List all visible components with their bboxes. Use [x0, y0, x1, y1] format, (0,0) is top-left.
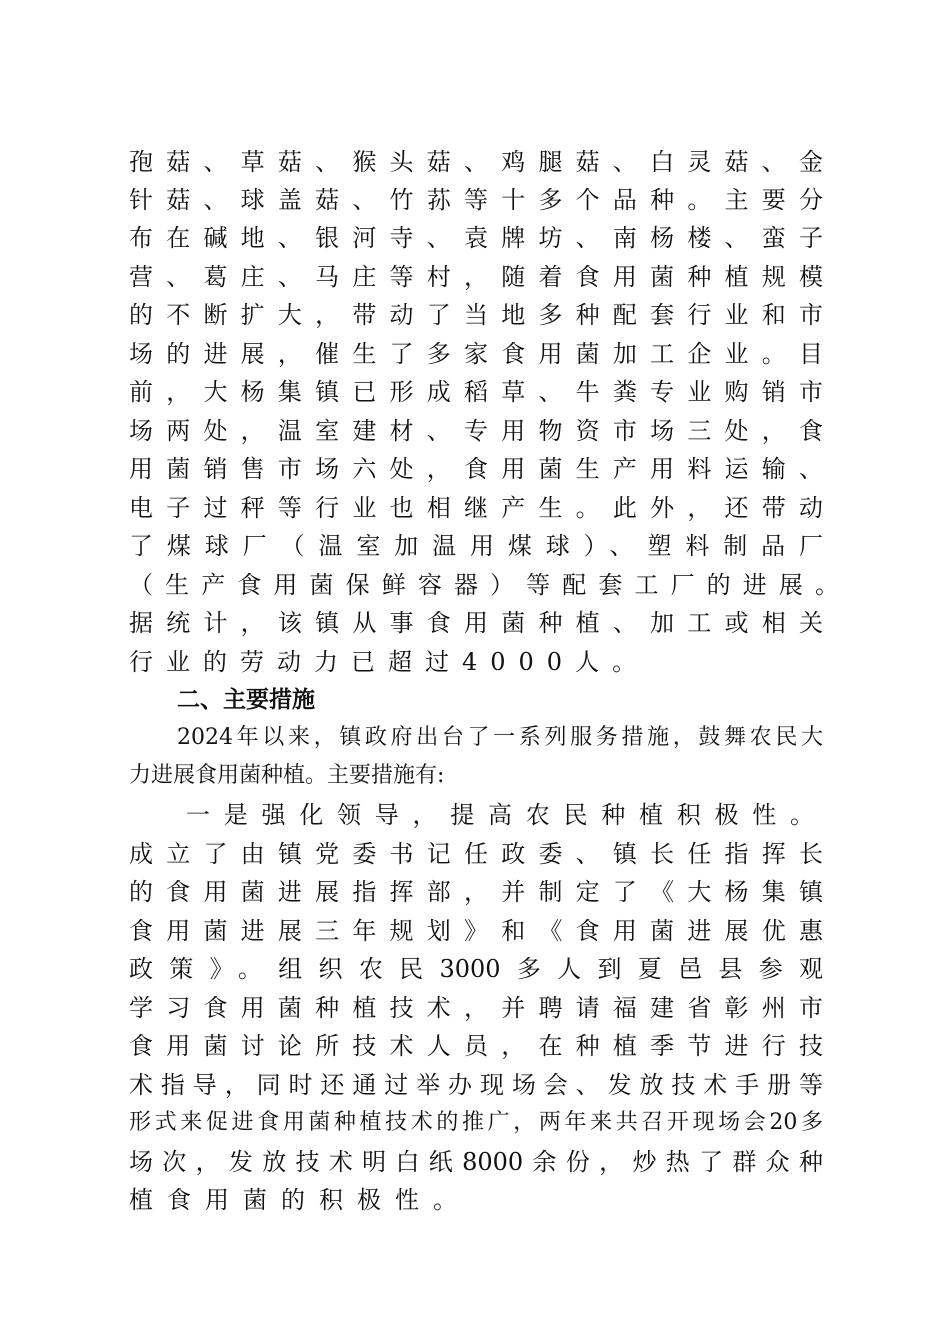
body-text-line: 前，大杨集镇已形成稻草、牛粪专业购销市 [129, 378, 823, 406]
body-text-line: 行业的劳动力已超过4000人。 [129, 648, 650, 676]
body-text-line: 学习食用菌种植技术，并聘请福建省彰州市 [129, 994, 823, 1022]
body-text-line: 据统计，该镇从事食用菌种植、加工或相关 [129, 609, 823, 637]
body-text-line: （生产食用菌保鲜容器）等配套工厂的进展。 [129, 571, 839, 599]
section-heading: 二、主要措施 [177, 687, 315, 713]
body-text-line: 针菇、球盖菇、竹荪等十多个品种。主要分 [129, 186, 823, 214]
body-text-line: 场次，发放技术明白纸8000余份，炒热了群众种 [129, 1148, 823, 1176]
body-text-line: 布在碱地、银河寺、袁牌坊、南杨楼、蛮子 [129, 224, 823, 252]
body-text-line: 食用菌进展三年规划》和《食用菌进展优惠 [129, 917, 823, 945]
body-text-line: 的食用菌进展指挥部，并制定了《大杨集镇 [129, 878, 823, 906]
body-text-line: 2024年以来，镇政府出台了一系列服务措施，鼓舞农民大 [177, 725, 823, 750]
body-text-line: 食用菌讨论所技术人员，在种植季节进行技 [129, 1032, 823, 1060]
body-text-line: 力进展食用菌种植。主要措施有: [129, 763, 445, 788]
body-text-line: 的不断扩大，带动了当地多种配套行业和市 [129, 301, 823, 329]
body-text-line: 形式来促进食用菌种植技术的推广，两年来共召开现场会20多 [129, 1110, 823, 1135]
body-text-line: 场两处，温室建材、专用物资市场三处，食 [129, 417, 823, 445]
body-text-line: 用菌销售市场六处，食用菌生产用料运输、 [129, 455, 823, 483]
body-text-line: 场的进展，催生了多家食用菌加工企业。目 [129, 340, 823, 368]
body-text-line: 了煤球厂（温室加温用煤球）、塑料制品厂 [129, 532, 823, 560]
body-text-line: 孢菇、草菇、猴头菇、鸡腿菇、白灵菇、金 [129, 148, 823, 176]
body-text-line: 术指导，同时还通过举办现场会、发放技术手册等 [129, 1071, 823, 1099]
body-text-line: 植食用菌的积极性。 [129, 1186, 471, 1214]
body-text-line: 政策》。组织农民3000多人到夏邑县参观 [129, 955, 823, 983]
body-text-line: 一是强化领导，提高农民种植积极性。 [186, 801, 814, 829]
body-text-line: 成立了由镇党委书记任政委、镇长任指挥长 [129, 840, 823, 868]
body-text-line: 电子过秤等行业也相继产生。此外，还带动 [129, 494, 823, 522]
body-text-line: 营、葛庄、马庄等村，随着食用菌种植规模 [129, 263, 823, 291]
